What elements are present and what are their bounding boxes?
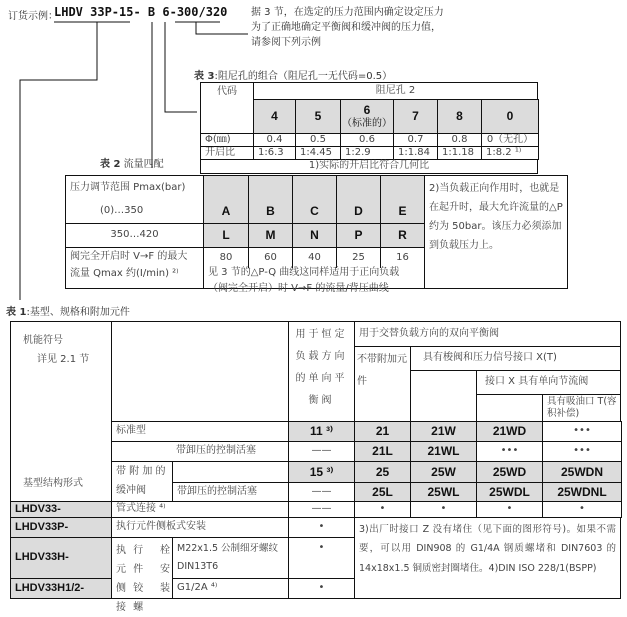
t1-cell: 25WDL xyxy=(476,482,543,502)
t1-col-shuttle: 具有梭阀和压力信号接口 X(T) xyxy=(410,346,621,371)
t2-code2: M xyxy=(248,223,293,248)
t3-phi: 0.5 xyxy=(295,133,341,147)
t2-flow: 25 xyxy=(336,247,381,268)
t1-col-no-extra: 不带附加元件 xyxy=(354,346,411,422)
t2-code2: L xyxy=(203,223,249,248)
t1-model-4: LHDV33H1/2- xyxy=(10,578,112,599)
t3-phi: 0.8 xyxy=(437,133,482,147)
t1-col-single: 用于恒定负载方向的单向平衡阀 xyxy=(288,321,355,422)
t1-cell: 15 ³⁾ xyxy=(288,461,355,483)
t2-curve-note-1: 见 3 节的△P-Q 曲线这同样适用于正向负载 xyxy=(208,267,400,278)
t1-cell: 25 xyxy=(354,461,411,483)
t3-code-value: 4 xyxy=(271,109,278,123)
t2-code1: E xyxy=(380,175,425,224)
t1-cell: 21WD xyxy=(476,421,543,442)
table3-title: 表 3:阻尼孔的组合（阻尼孔一无代码=0.5） xyxy=(194,71,393,82)
t1-model-1-val: • xyxy=(354,501,411,518)
t1-footnote: 3)出厂时接口 Z 没有堵住（见下面的图形符号)。如果不需要，可以用 DIN908 的 G1/4A 钢质螺堵和 DIN7603 的 14x18x1.5 铜质密封圈堵住。4)DIN ISO 228/1(BSPP) xyxy=(354,517,621,599)
order-note-2: 为了正确地确定平衡阀和缓冲阀的压力值， xyxy=(251,22,441,33)
t1-cell: 21 xyxy=(354,421,411,442)
t1-model-4-val: • xyxy=(288,578,355,599)
t3-phi: 0（无孔） xyxy=(481,133,539,147)
t1-cell: 25WDNL xyxy=(542,482,622,502)
t1-cell: 25WL xyxy=(410,482,477,502)
t2-range1: (0)…350 xyxy=(100,205,144,216)
t2-code2: N xyxy=(292,223,337,248)
t3-ratio: 1:1.84 xyxy=(393,146,438,160)
t1-model-1: LHDV33- xyxy=(10,501,112,518)
t1-relief-1: 带卸压的控制活塞 xyxy=(172,441,289,462)
t1-model-3: LHDV33H- xyxy=(10,537,112,579)
t3-code-8 xyxy=(437,99,482,134)
t3-ratio-label: 开启比 xyxy=(200,146,254,160)
t1-relief-2: 带卸压的控制活塞 xyxy=(172,482,289,502)
t3-code-value: 5 xyxy=(314,109,322,123)
table2-title: 表 2 流量匹配 xyxy=(100,159,164,170)
t1-model-3-val: • xyxy=(288,537,355,579)
t1-standard: 标准型 xyxy=(111,421,289,442)
t1-buffer-2: 缓冲阀 xyxy=(116,485,146,496)
t1-cell: —— xyxy=(288,482,355,502)
t3-ratio: 1:1.18 xyxy=(437,146,482,160)
t1-cell: ••• xyxy=(542,441,622,462)
t2-code1: C xyxy=(292,175,337,224)
t3-footnote: 1)实际的开启比符合几何比 xyxy=(200,159,538,174)
t1-cell: 21W xyxy=(410,421,477,442)
t2-range2: 350…420 xyxy=(65,223,204,248)
t3-phi: 0.6 xyxy=(340,133,394,147)
t1-model-1-val: • xyxy=(542,501,622,518)
t1-buffer-1: 带 附 加 的 xyxy=(116,465,166,477)
t3-ratio: 1:4.45 xyxy=(295,146,341,160)
t1-cell: —— xyxy=(288,441,355,462)
t1-cell: 25L xyxy=(354,482,411,502)
t2-flow-label-2: 流量 Qmax 约(I/min) ²⁾ xyxy=(70,267,179,279)
t1-model-3-desc1: 执 行 元 件 侧 铰 接 螺 xyxy=(116,545,146,613)
t1-model-1-val: —— xyxy=(288,501,355,518)
t3-phi: 0.7 xyxy=(393,133,438,147)
t2-code1: D xyxy=(336,175,381,224)
t2-code1: B xyxy=(248,175,293,224)
order-code: LHDV 33P-15- B 6-300/320 xyxy=(54,5,228,19)
t1-col-throttle: 接口 X 具有单向节流阀 xyxy=(476,370,621,395)
t1-cell: 21L xyxy=(354,441,411,462)
t1-col-suction: 具有吸油口 T(容积补偿) xyxy=(542,394,621,422)
t2-flow-label-1: 阀完全开启时 V→F 的最大 xyxy=(70,251,188,262)
t1-cell: 21WL xyxy=(410,441,477,462)
t3-ratio: 1:2.9 xyxy=(340,146,394,160)
t1-model-1-val: • xyxy=(476,501,543,518)
t3-code-6 xyxy=(340,99,394,134)
t3-phi: 0.4 xyxy=(253,133,296,147)
t1-cell: 25W xyxy=(410,461,477,483)
t1-model-1-desc: 管式连接 ⁴⁾ xyxy=(111,501,289,518)
t3-phi-label: Φ(㎜) xyxy=(200,133,254,147)
t3-code-value: 6 xyxy=(363,102,371,117)
t1-cell: ••• xyxy=(476,441,543,462)
order-note-3: 请参阅下列示例 xyxy=(251,37,321,48)
t3-code-5 xyxy=(295,99,341,134)
t2-flow: 60 xyxy=(248,247,293,268)
t3-code-0 xyxy=(481,99,539,134)
t3-code-7 xyxy=(393,99,438,134)
t3-code-value: 7 xyxy=(412,109,419,123)
t2-range-label: 压力调节范围 Pmax(bar) xyxy=(70,181,186,193)
t1-cell: 25WDN xyxy=(542,461,622,483)
t1-model-2-val: • xyxy=(288,517,355,538)
t1-model-2-desc: 执行元件侧板式安装 xyxy=(111,517,289,538)
t2-code1: A xyxy=(203,175,249,224)
table1-title: 表 1:基型、规格和附加元件 xyxy=(6,307,130,318)
t2-code2: R xyxy=(380,223,425,248)
t3-code-label: 代码 xyxy=(200,82,254,134)
t1-col-double: 用于交替负载方向的双向平衡阀 xyxy=(354,321,621,347)
t1-model-1-val: • xyxy=(410,501,477,518)
t3-group-label: 阻尼孔 2 xyxy=(253,82,538,100)
t3-code-4 xyxy=(253,99,296,134)
t2-code2: P xyxy=(336,223,381,248)
t2-side-note: 2)当负载正向作用时，也就是在起升时，最大允许流量的△P 约为 50bar。该压力必须添加到负载压力上。 xyxy=(424,175,568,289)
t1-cell: ••• xyxy=(542,421,622,442)
t2-flow: 16 xyxy=(380,247,425,268)
t1-model-2: LHDV33P- xyxy=(10,517,112,538)
t3-ratio: 1:8.2 ¹⁾ xyxy=(481,146,539,160)
t1-symbol-label: 机能符号 xyxy=(23,335,63,347)
order-label: 订货示例： xyxy=(8,11,58,22)
t3-code-value: 8 xyxy=(456,109,463,123)
t1-model-3-desc2: M22x1.5 公制细牙螺纹 DIN13T6 xyxy=(172,537,289,579)
t3-ratio: 1:6.3 xyxy=(253,146,296,160)
t3-code-value: 0 xyxy=(506,109,514,123)
t3-code-sub: （标准的） xyxy=(342,117,392,129)
t1-cell: 25WD xyxy=(476,461,543,483)
t1-symbol-ref: 详见 2.1 节 xyxy=(37,353,90,365)
t1-model-4-desc2: G1/2A ⁴⁾ xyxy=(172,578,289,599)
t1-cell: 11 ³⁾ xyxy=(288,421,355,442)
t2-flow: 80 xyxy=(203,247,249,268)
t1-model-4-desc1: 栓安装 xyxy=(160,545,172,594)
order-note-1: 据 3 节，在选定的压力范围内确定设定压力 xyxy=(251,7,444,18)
t2-curve-note-2: （阀完全开启）时 V→F 的流量/背压曲线 xyxy=(208,282,389,294)
t1-basic-label: 基型结构形式 xyxy=(23,478,83,490)
t2-flow: 40 xyxy=(292,247,337,268)
